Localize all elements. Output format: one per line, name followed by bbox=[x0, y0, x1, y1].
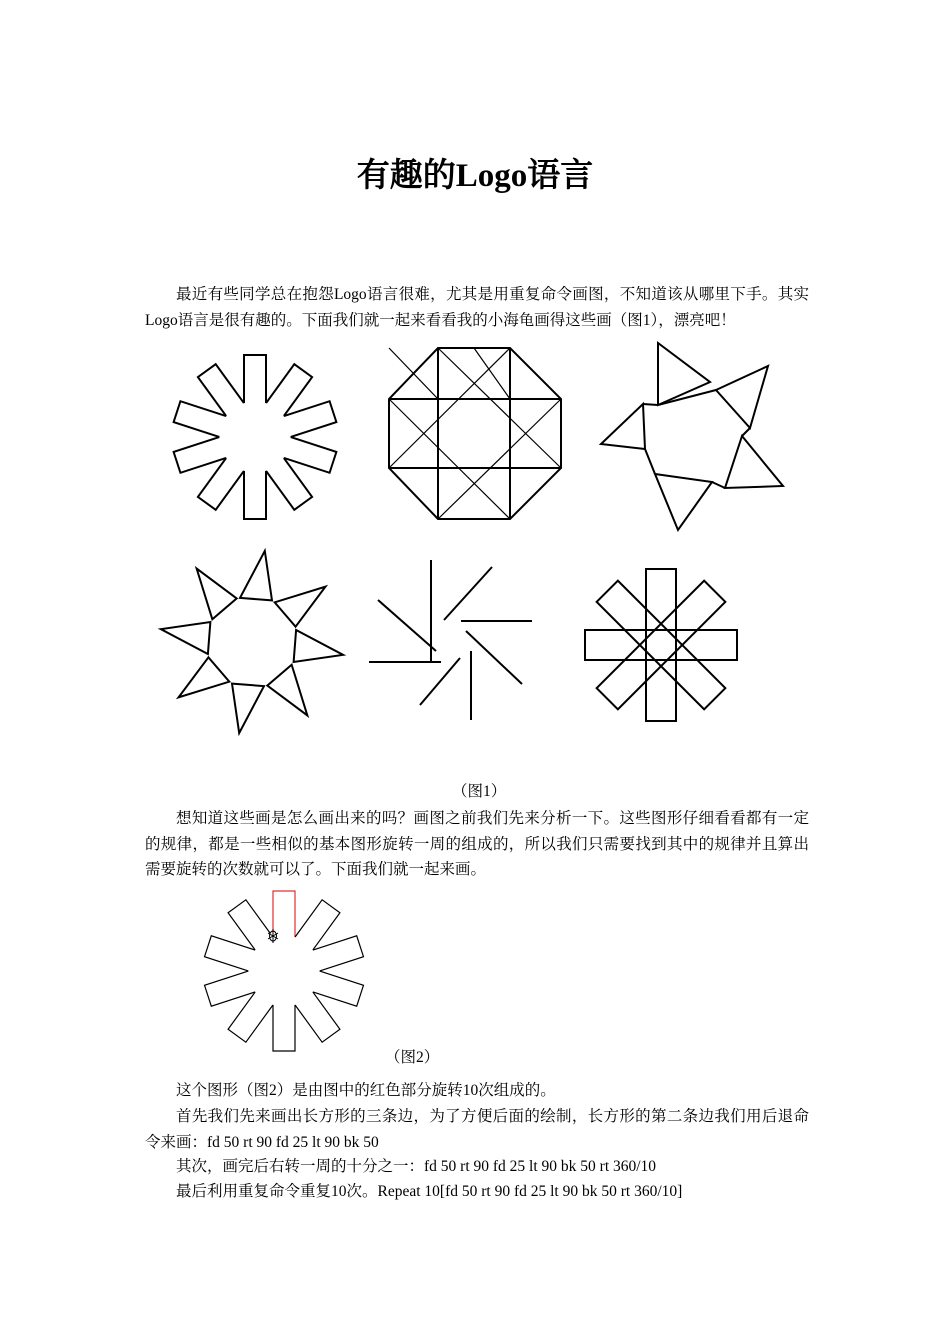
step-paragraph-3: 其次，画完后右转一周的十分之一：fd 50 rt 90 fd 25 lt 90 bk 50 rt 360/10 bbox=[176, 1158, 657, 1175]
triangle bbox=[182, 560, 238, 619]
step-paragraph-4: 最后利用重复命令重复10次。Repeat 10[fd 50 rt 90 fd 25 lt 90 bk 50 rt 360/10] bbox=[176, 1183, 683, 1200]
star-arm bbox=[244, 355, 266, 403]
figure-2-caption: （图2） bbox=[385, 1049, 440, 1066]
step-paragraph-2: 首先我们先来画出长方形的三条边，为了方便后面的绘制，长方形的第二条边我们用后退命令来画：fd 50 rt 90 fd 25 lt 90 bk 50 bbox=[145, 1108, 809, 1151]
triangle bbox=[170, 656, 229, 712]
fig1-triangles-eight bbox=[158, 548, 345, 735]
star-arm bbox=[313, 971, 364, 1006]
triangle bbox=[275, 572, 334, 628]
triangle bbox=[266, 665, 322, 724]
fig1-triangles-five bbox=[601, 343, 783, 530]
fig1-pinwheel-lines bbox=[369, 560, 532, 720]
turtle-icon bbox=[268, 929, 278, 943]
intro-paragraph: 最近有些同学总在抱怨Logo语言很难，尤其是用重复命令画图，不知道该从哪里下手。其实Logo语言是很有趣的。下面我们就一起来看看我的小海龟画得这些画（图1），漂亮吧！ bbox=[145, 286, 809, 329]
fig1-cross-bars bbox=[585, 569, 737, 721]
figure-2 bbox=[205, 891, 364, 1051]
star-arm bbox=[295, 992, 340, 1042]
star-arm bbox=[295, 900, 340, 950]
star-arm bbox=[228, 900, 273, 950]
triangle bbox=[158, 615, 212, 654]
star-arm bbox=[273, 891, 295, 937]
fig1-star-ten-arms bbox=[174, 355, 337, 519]
step-paragraph-1: 这个图形（图2）是由图中的红色部分旋转10次组成的。 bbox=[176, 1082, 556, 1099]
triangle bbox=[292, 630, 346, 669]
star-arm bbox=[228, 992, 273, 1042]
star-arm bbox=[205, 936, 256, 971]
star-arm bbox=[273, 1005, 295, 1051]
triangle bbox=[240, 548, 279, 602]
star-arm bbox=[313, 936, 364, 971]
page-title: 有趣的Logo语言 bbox=[356, 158, 594, 194]
star-arm bbox=[205, 971, 256, 1006]
fig1-octagon-star bbox=[389, 348, 561, 519]
triangle bbox=[225, 682, 264, 736]
star-arm bbox=[244, 471, 266, 519]
figure-1-caption: （图1） bbox=[452, 783, 507, 800]
analysis-paragraph: 想知道这些画是怎么画出来的吗？画图之前我们先来分析一下。这些图形仔细看看都有一定的规律，都是一些相似的基本图形旋转一周的组成的，所以我们只需要找到其中的规律并且算出需要旋转的次数就可以了。下面我们就一起来画。 bbox=[145, 810, 809, 878]
